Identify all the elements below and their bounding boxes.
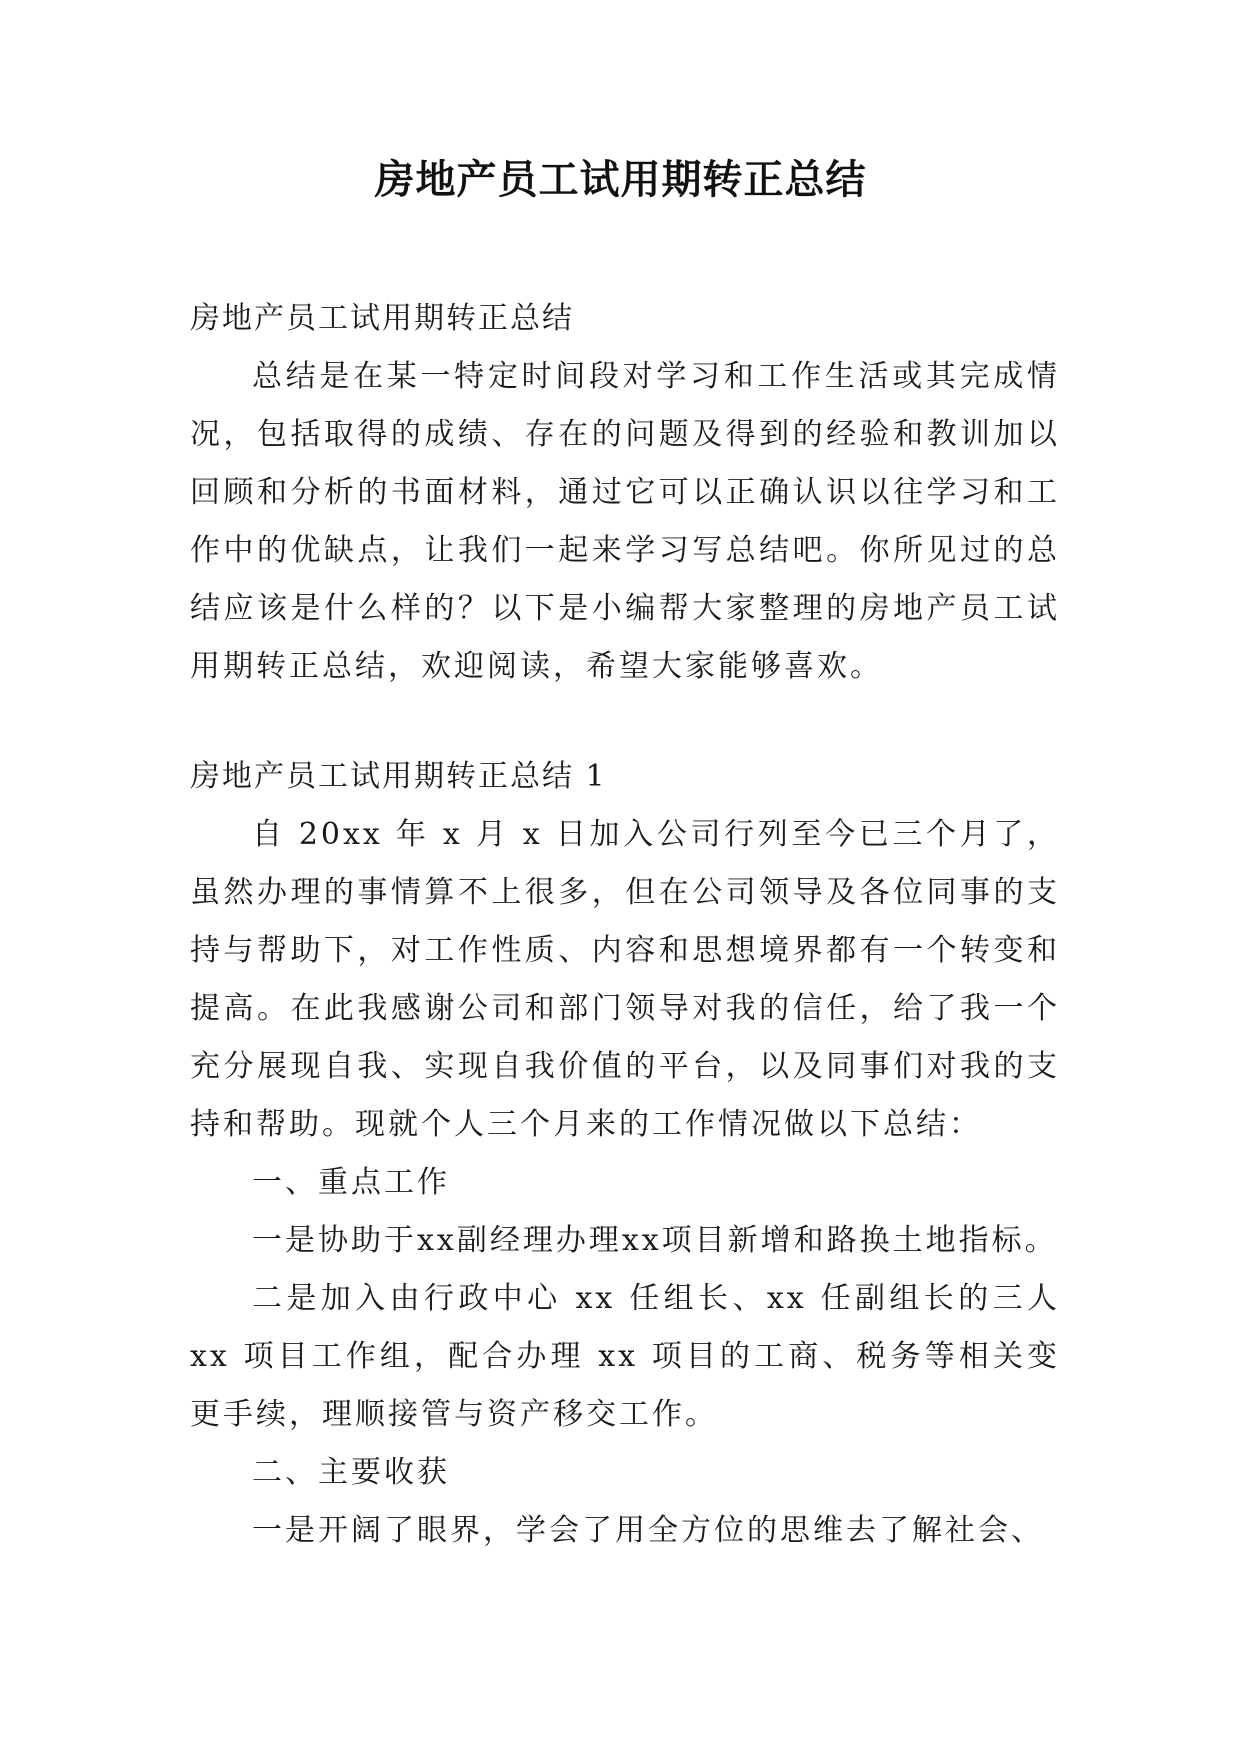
section-spacer [190, 696, 1060, 748]
point2-item1: 一是开阔了眼界，学会了用全方位的思维去了解社会、 [252, 1513, 1044, 1548]
section1-heading: 房地产员工试用期转正总结 1 [190, 759, 607, 794]
intro-heading: 房地产员工试用期转正总结 [190, 301, 574, 336]
document-body [190, 290, 1060, 1560]
point2-heading: 二、主要收获 [252, 1455, 450, 1490]
point1-item2: 二是加入由行政中心 xx 任组长、xx 任副组长的三人 xx 项目工作组，配合办理 xx 项目的工商、税务等相关变更手续，理顺接管与资产移交工作。 [190, 1281, 1060, 1432]
point1-heading: 一、重点工作 [252, 1165, 450, 1200]
section1-paragraph: 自 20xx 年 x 月 x 日加入公司行列至今已三个月了，虽然办理的事情算不上很多，但在公司领导及各位同事的支持与帮助下，对工作性质、内容和思想境界都有一个转变和提高。在此我感谢公司和部门领导对我的信任，给了我一个充分展现自我、实现自我价值的平台，以及同事们对我的支持和帮助。现就个人三个月来的工作情况做以下总结： [190, 817, 1060, 1142]
intro-paragraph: 总结是在某一特定时间段对学习和工作生活或其完成情况，包括取得的成绩、存在的问题及得到的经验和教训加以回顾和分析的书面材料，通过它可以正确认识以往学习和工作中的优缺点，让我们一起来学习写总结吧。你所见过的总结应该是什么样的？以下是小编帮大家整理的房地产员工试用期转正总结，欢迎阅读，希望大家能够喜欢。 [190, 359, 1060, 684]
point1-item1: 一是协助于xx副经理办理xx项目新增和路换土地指标。 [252, 1223, 1058, 1258]
document-title: 房地产员工试用期转正总结 [374, 156, 867, 203]
